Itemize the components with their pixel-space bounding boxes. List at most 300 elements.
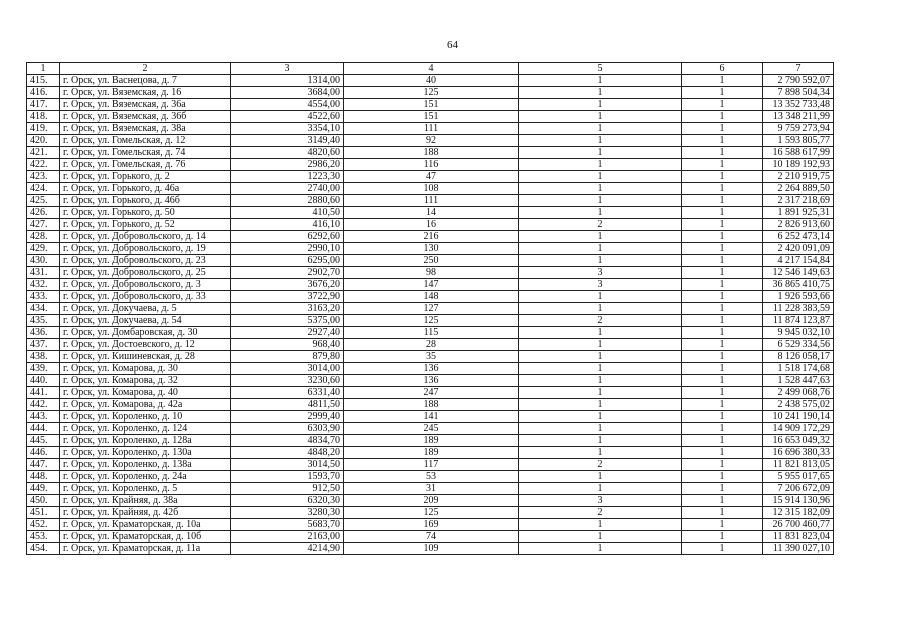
col-5-value-cell: 1 — [519, 303, 682, 315]
area-cell: 5683,70 — [231, 519, 344, 531]
residents-cell: 188 — [344, 399, 519, 411]
col-5-value-cell: 1 — [519, 531, 682, 543]
column-header-2: 2 — [60, 63, 231, 75]
column-header-6: 6 — [682, 63, 763, 75]
amount-cell: 7 206 672,09 — [763, 483, 834, 495]
row-number-cell: 454. — [27, 543, 60, 555]
residents-cell: 209 — [344, 495, 519, 507]
amount-cell: 11 831 823,04 — [763, 531, 834, 543]
residents-cell: 151 — [344, 99, 519, 111]
col-6-value-cell: 1 — [682, 471, 763, 483]
residents-cell: 141 — [344, 411, 519, 423]
amount-cell: 2 420 091,09 — [763, 243, 834, 255]
area-cell: 410,50 — [231, 207, 344, 219]
table-row — [27, 543, 834, 555]
amount-cell: 4 217 154,84 — [763, 255, 834, 267]
address-cell: г. Орск, ул. Короленко, д. 138а — [60, 459, 231, 471]
table-row — [27, 339, 834, 351]
amount-cell: 26 700 460,77 — [763, 519, 834, 531]
row-number-cell: 417. — [27, 99, 60, 111]
table-row — [27, 411, 834, 423]
col-5-value-cell: 1 — [519, 195, 682, 207]
table-row — [27, 423, 834, 435]
residents-cell: 148 — [344, 291, 519, 303]
table-row — [27, 495, 834, 507]
row-number-cell: 436. — [27, 327, 60, 339]
area-cell: 4522,60 — [231, 111, 344, 123]
col-6-value-cell: 1 — [682, 531, 763, 543]
col-5-value-cell: 1 — [519, 123, 682, 135]
area-cell: 6320,30 — [231, 495, 344, 507]
col-5-value-cell: 3 — [519, 495, 682, 507]
table-row — [27, 363, 834, 375]
col-5-value-cell: 2 — [519, 459, 682, 471]
address-cell: г. Орск, ул. Горького, д. 52 — [60, 219, 231, 231]
col-6-value-cell: 1 — [682, 255, 763, 267]
row-number-cell: 425. — [27, 195, 60, 207]
amount-cell: 16 653 049,32 — [763, 435, 834, 447]
table-row — [27, 195, 834, 207]
address-cell: г. Орск, ул. Добровольского, д. 3 — [60, 279, 231, 291]
col-6-value-cell: 1 — [682, 495, 763, 507]
residents-cell: 111 — [344, 195, 519, 207]
address-cell: г. Орск, ул. Достоевского, д. 12 — [60, 339, 231, 351]
residents-cell: 28 — [344, 339, 519, 351]
table-row — [27, 459, 834, 471]
address-cell: г. Орск, ул. Докучаева, д. 54 — [60, 315, 231, 327]
residents-cell: 14 — [344, 207, 519, 219]
table-row — [27, 159, 834, 171]
col-6-value-cell: 1 — [682, 135, 763, 147]
residents-cell: 115 — [344, 327, 519, 339]
table-row — [27, 291, 834, 303]
residents-cell: 136 — [344, 375, 519, 387]
table-row — [27, 267, 834, 279]
amount-cell: 11 390 027,10 — [763, 543, 834, 555]
address-cell: г. Орск, ул. Короленко, д. 24а — [60, 471, 231, 483]
area-cell: 3722,90 — [231, 291, 344, 303]
row-number-cell: 450. — [27, 495, 60, 507]
table-row — [27, 327, 834, 339]
address-cell: г. Орск, ул. Вяземская, д. 16 — [60, 87, 231, 99]
col-5-value-cell: 1 — [519, 243, 682, 255]
amount-cell: 1 593 805,77 — [763, 135, 834, 147]
address-cell: г. Орск, ул. Крайняя, д. 42б — [60, 507, 231, 519]
col-6-value-cell: 1 — [682, 291, 763, 303]
col-5-value-cell: 2 — [519, 507, 682, 519]
col-6-value-cell: 1 — [682, 303, 763, 315]
address-cell: г. Орск, ул. Добровольского, д. 33 — [60, 291, 231, 303]
row-number-cell: 444. — [27, 423, 60, 435]
area-cell: 3014,50 — [231, 459, 344, 471]
address-cell: г. Орск, ул. Краматорская, д. 10а — [60, 519, 231, 531]
residents-cell: 74 — [344, 531, 519, 543]
residents-cell: 247 — [344, 387, 519, 399]
amount-cell: 1 528 447,63 — [763, 375, 834, 387]
row-number-cell: 442. — [27, 399, 60, 411]
residents-cell: 40 — [344, 75, 519, 87]
address-cell: г. Орск, ул. Вяземская, д. 36б — [60, 111, 231, 123]
col-6-value-cell: 1 — [682, 279, 763, 291]
col-5-value-cell: 1 — [519, 255, 682, 267]
col-5-value-cell: 1 — [519, 375, 682, 387]
amount-cell: 11 228 383,59 — [763, 303, 834, 315]
area-cell: 4811,50 — [231, 399, 344, 411]
residents-cell: 151 — [344, 111, 519, 123]
table-row — [27, 507, 834, 519]
table-row — [27, 243, 834, 255]
col-5-value-cell: 1 — [519, 483, 682, 495]
amount-cell: 2 826 913,60 — [763, 219, 834, 231]
address-cell: г. Орск, ул. Короленко, д. 5 — [60, 483, 231, 495]
row-number-cell: 440. — [27, 375, 60, 387]
amount-cell: 5 955 017,65 — [763, 471, 834, 483]
area-cell: 3230,60 — [231, 375, 344, 387]
residents-cell: 53 — [344, 471, 519, 483]
address-cell: г. Орск, ул. Краматорская, д. 11а — [60, 543, 231, 555]
amount-cell: 2 317 218,69 — [763, 195, 834, 207]
row-number-cell: 446. — [27, 447, 60, 459]
col-5-value-cell: 1 — [519, 471, 682, 483]
table-row — [27, 399, 834, 411]
address-cell: г. Орск, ул. Гомельская, д. 76 — [60, 159, 231, 171]
col-5-value-cell: 1 — [519, 447, 682, 459]
table-row — [27, 87, 834, 99]
amount-cell: 2 499 068,76 — [763, 387, 834, 399]
amount-cell: 11 874 123,87 — [763, 315, 834, 327]
row-number-cell: 431. — [27, 267, 60, 279]
residents-cell: 245 — [344, 423, 519, 435]
table-row — [27, 375, 834, 387]
amount-cell: 1 891 925,31 — [763, 207, 834, 219]
residents-cell: 92 — [344, 135, 519, 147]
row-number-cell: 415. — [27, 75, 60, 87]
area-cell: 4214,90 — [231, 543, 344, 555]
table-row — [27, 387, 834, 399]
address-cell: г. Орск, ул. Комарова, д. 30 — [60, 363, 231, 375]
col-5-value-cell: 1 — [519, 423, 682, 435]
address-cell: г. Орск, ул. Горького, д. 46а — [60, 183, 231, 195]
col-6-value-cell: 1 — [682, 399, 763, 411]
area-cell: 416,10 — [231, 219, 344, 231]
table-row — [27, 207, 834, 219]
amount-cell: 2 210 919,75 — [763, 171, 834, 183]
col-6-value-cell: 1 — [682, 231, 763, 243]
area-cell: 1593,70 — [231, 471, 344, 483]
col-6-value-cell: 1 — [682, 219, 763, 231]
row-number-cell: 419. — [27, 123, 60, 135]
table-row — [27, 147, 834, 159]
col-6-value-cell: 1 — [682, 447, 763, 459]
area-cell: 2990,10 — [231, 243, 344, 255]
amount-cell: 1 926 593,66 — [763, 291, 834, 303]
amount-cell: 16 588 617,99 — [763, 147, 834, 159]
row-number-cell: 447. — [27, 459, 60, 471]
residents-cell: 147 — [344, 279, 519, 291]
table-row — [27, 219, 834, 231]
address-cell: г. Орск, ул. Гомельская, д. 12 — [60, 135, 231, 147]
table-row — [27, 315, 834, 327]
row-number-cell: 441. — [27, 387, 60, 399]
area-cell: 1314,00 — [231, 75, 344, 87]
col-5-value-cell: 1 — [519, 399, 682, 411]
area-cell: 4554,00 — [231, 99, 344, 111]
col-6-value-cell: 1 — [682, 147, 763, 159]
col-5-value-cell: 1 — [519, 339, 682, 351]
col-5-value-cell: 1 — [519, 543, 682, 555]
row-number-cell: 428. — [27, 231, 60, 243]
column-header-4: 4 — [344, 63, 519, 75]
residents-cell: 250 — [344, 255, 519, 267]
col-5-value-cell: 2 — [519, 315, 682, 327]
col-5-value-cell: 1 — [519, 147, 682, 159]
address-cell: г. Орск, ул. Добровольского, д. 23 — [60, 255, 231, 267]
row-number-cell: 443. — [27, 411, 60, 423]
residents-cell: 31 — [344, 483, 519, 495]
row-number-cell: 434. — [27, 303, 60, 315]
row-number-cell: 453. — [27, 531, 60, 543]
col-5-value-cell: 1 — [519, 183, 682, 195]
column-header-3: 3 — [231, 63, 344, 75]
address-cell: г. Орск, ул. Короленко, д. 128а — [60, 435, 231, 447]
table-row — [27, 303, 834, 315]
col-5-value-cell: 1 — [519, 111, 682, 123]
column-header-1: 1 — [27, 63, 60, 75]
residents-cell: 125 — [344, 87, 519, 99]
address-cell: г. Орск, ул. Комарова, д. 32 — [60, 375, 231, 387]
row-number-cell: 439. — [27, 363, 60, 375]
row-number-cell: 416. — [27, 87, 60, 99]
address-cell: г. Орск, ул. Вяземская, д. 36а — [60, 99, 231, 111]
row-number-cell: 435. — [27, 315, 60, 327]
amount-cell: 1 518 174,68 — [763, 363, 834, 375]
area-cell: 6292,60 — [231, 231, 344, 243]
address-cell: г. Орск, ул. Гомельская, д. 74 — [60, 147, 231, 159]
residents-cell: 125 — [344, 507, 519, 519]
area-cell: 4834,70 — [231, 435, 344, 447]
table-row — [27, 135, 834, 147]
amount-cell: 6 252 473,14 — [763, 231, 834, 243]
amount-cell: 6 529 334,56 — [763, 339, 834, 351]
col-6-value-cell: 1 — [682, 387, 763, 399]
amount-cell: 15 914 130,96 — [763, 495, 834, 507]
col-6-value-cell: 1 — [682, 195, 763, 207]
area-cell: 968,40 — [231, 339, 344, 351]
residents-cell: 130 — [344, 243, 519, 255]
area-cell: 879,80 — [231, 351, 344, 363]
col-6-value-cell: 1 — [682, 351, 763, 363]
amount-cell: 2 438 575,02 — [763, 399, 834, 411]
col-6-value-cell: 1 — [682, 123, 763, 135]
residents-cell: 189 — [344, 447, 519, 459]
area-cell: 6303,90 — [231, 423, 344, 435]
table-row — [27, 123, 834, 135]
table-body — [27, 75, 834, 555]
col-6-value-cell: 1 — [682, 459, 763, 471]
row-number-cell: 430. — [27, 255, 60, 267]
residents-cell: 98 — [344, 267, 519, 279]
address-cell: г. Орск, ул. Краматорская, д. 10б — [60, 531, 231, 543]
table-row — [27, 99, 834, 111]
col-5-value-cell: 1 — [519, 159, 682, 171]
col-6-value-cell: 1 — [682, 267, 763, 279]
area-cell: 3149,40 — [231, 135, 344, 147]
residents-cell: 127 — [344, 303, 519, 315]
col-5-value-cell: 2 — [519, 219, 682, 231]
area-cell: 4848,20 — [231, 447, 344, 459]
area-cell: 1223,30 — [231, 171, 344, 183]
address-cell: г. Орск, ул. Горького, д. 50 — [60, 207, 231, 219]
amount-cell: 8 126 058,17 — [763, 351, 834, 363]
residents-cell: 108 — [344, 183, 519, 195]
row-number-cell: 437. — [27, 339, 60, 351]
area-cell: 2740,00 — [231, 183, 344, 195]
amount-cell: 36 865 410,75 — [763, 279, 834, 291]
col-6-value-cell: 1 — [682, 543, 763, 555]
address-cell: г. Орск, ул. Васнецова, д. 7 — [60, 75, 231, 87]
residents-cell: 16 — [344, 219, 519, 231]
area-cell: 912,50 — [231, 483, 344, 495]
col-6-value-cell: 1 — [682, 183, 763, 195]
address-cell: г. Орск, ул. Докучаева, д. 5 — [60, 303, 231, 315]
row-number-cell: 424. — [27, 183, 60, 195]
residents-cell: 125 — [344, 315, 519, 327]
table-row — [27, 255, 834, 267]
area-cell: 3014,00 — [231, 363, 344, 375]
area-cell: 5375,00 — [231, 315, 344, 327]
col-6-value-cell: 1 — [682, 519, 763, 531]
col-6-value-cell: 1 — [682, 207, 763, 219]
col-6-value-cell: 1 — [682, 423, 763, 435]
col-6-value-cell: 1 — [682, 87, 763, 99]
table-row — [27, 75, 834, 87]
address-cell: г. Орск, ул. Добровольского, д. 25 — [60, 267, 231, 279]
col-5-value-cell: 3 — [519, 267, 682, 279]
col-6-value-cell: 1 — [682, 339, 763, 351]
col-6-value-cell: 1 — [682, 507, 763, 519]
table-row — [27, 483, 834, 495]
row-number-cell: 423. — [27, 171, 60, 183]
area-cell: 2999,40 — [231, 411, 344, 423]
address-cell: г. Орск, ул. Добровольского, д. 14 — [60, 231, 231, 243]
row-number-cell: 418. — [27, 111, 60, 123]
row-number-cell: 445. — [27, 435, 60, 447]
residents-cell: 35 — [344, 351, 519, 363]
row-number-cell: 429. — [27, 243, 60, 255]
col-5-value-cell: 1 — [519, 171, 682, 183]
col-6-value-cell: 1 — [682, 327, 763, 339]
col-5-value-cell: 1 — [519, 207, 682, 219]
col-6-value-cell: 1 — [682, 375, 763, 387]
col-5-value-cell: 1 — [519, 351, 682, 363]
col-5-value-cell: 1 — [519, 435, 682, 447]
amount-cell: 16 696 380,33 — [763, 447, 834, 459]
address-cell: г. Орск, ул. Добровольского, д. 19 — [60, 243, 231, 255]
row-number-cell: 448. — [27, 471, 60, 483]
amount-cell: 10 189 192,93 — [763, 159, 834, 171]
table-row — [27, 231, 834, 243]
amount-cell: 2 790 592,07 — [763, 75, 834, 87]
table-row — [27, 531, 834, 543]
area-cell: 6295,00 — [231, 255, 344, 267]
amount-cell: 2 264 889,50 — [763, 183, 834, 195]
column-header-5: 5 — [519, 63, 682, 75]
area-cell: 2927,40 — [231, 327, 344, 339]
col-5-value-cell: 1 — [519, 411, 682, 423]
col-6-value-cell: 1 — [682, 159, 763, 171]
area-cell: 6331,40 — [231, 387, 344, 399]
col-5-value-cell: 1 — [519, 135, 682, 147]
address-cell: г. Орск, ул. Крайняя, д. 38а — [60, 495, 231, 507]
row-number-cell: 427. — [27, 219, 60, 231]
address-cell: г. Орск, ул. Короленко, д. 130а — [60, 447, 231, 459]
amount-cell: 10 241 190,14 — [763, 411, 834, 423]
row-number-cell: 452. — [27, 519, 60, 531]
residents-cell: 136 — [344, 363, 519, 375]
table-row — [27, 351, 834, 363]
area-cell: 3354,10 — [231, 123, 344, 135]
address-cell: г. Орск, ул. Горького, д. 46б — [60, 195, 231, 207]
area-cell: 2986,20 — [231, 159, 344, 171]
amount-cell: 9 759 273,94 — [763, 123, 834, 135]
area-cell: 3676,20 — [231, 279, 344, 291]
residents-cell: 47 — [344, 171, 519, 183]
col-6-value-cell: 1 — [682, 99, 763, 111]
area-cell: 2902,70 — [231, 267, 344, 279]
row-number-cell: 426. — [27, 207, 60, 219]
row-number-cell: 451. — [27, 507, 60, 519]
col-5-value-cell: 1 — [519, 231, 682, 243]
row-number-cell: 438. — [27, 351, 60, 363]
row-number-cell: 421. — [27, 147, 60, 159]
table-row — [27, 279, 834, 291]
row-number-cell: 420. — [27, 135, 60, 147]
row-number-cell: 432. — [27, 279, 60, 291]
col-6-value-cell: 1 — [682, 315, 763, 327]
col-6-value-cell: 1 — [682, 171, 763, 183]
residents-cell: 169 — [344, 519, 519, 531]
area-cell: 3684,00 — [231, 87, 344, 99]
address-cell: г. Орск, ул. Короленко, д. 124 — [60, 423, 231, 435]
amount-cell: 12 546 149,63 — [763, 267, 834, 279]
column-header-7: 7 — [763, 63, 834, 75]
area-cell: 2880,60 — [231, 195, 344, 207]
residents-cell: 109 — [344, 543, 519, 555]
housing-table — [26, 62, 834, 555]
address-cell: г. Орск, ул. Комарова, д. 40 — [60, 387, 231, 399]
col-5-value-cell: 3 — [519, 279, 682, 291]
col-5-value-cell: 1 — [519, 291, 682, 303]
col-6-value-cell: 1 — [682, 111, 763, 123]
col-5-value-cell: 1 — [519, 363, 682, 375]
amount-cell: 12 315 182,09 — [763, 507, 834, 519]
area-cell: 4820,60 — [231, 147, 344, 159]
row-number-cell: 433. — [27, 291, 60, 303]
col-6-value-cell: 1 — [682, 483, 763, 495]
page-number: 64 — [447, 39, 458, 51]
residents-cell: 188 — [344, 147, 519, 159]
header-row — [27, 63, 834, 75]
residents-cell: 111 — [344, 123, 519, 135]
amount-cell: 13 348 211,99 — [763, 111, 834, 123]
table-row — [27, 111, 834, 123]
col-5-value-cell: 1 — [519, 75, 682, 87]
address-cell: г. Орск, ул. Горького, д. 2 — [60, 171, 231, 183]
address-cell: г. Орск, ул. Кишиневская, д. 28 — [60, 351, 231, 363]
table-row — [27, 435, 834, 447]
col-5-value-cell: 1 — [519, 99, 682, 111]
col-6-value-cell: 1 — [682, 363, 763, 375]
